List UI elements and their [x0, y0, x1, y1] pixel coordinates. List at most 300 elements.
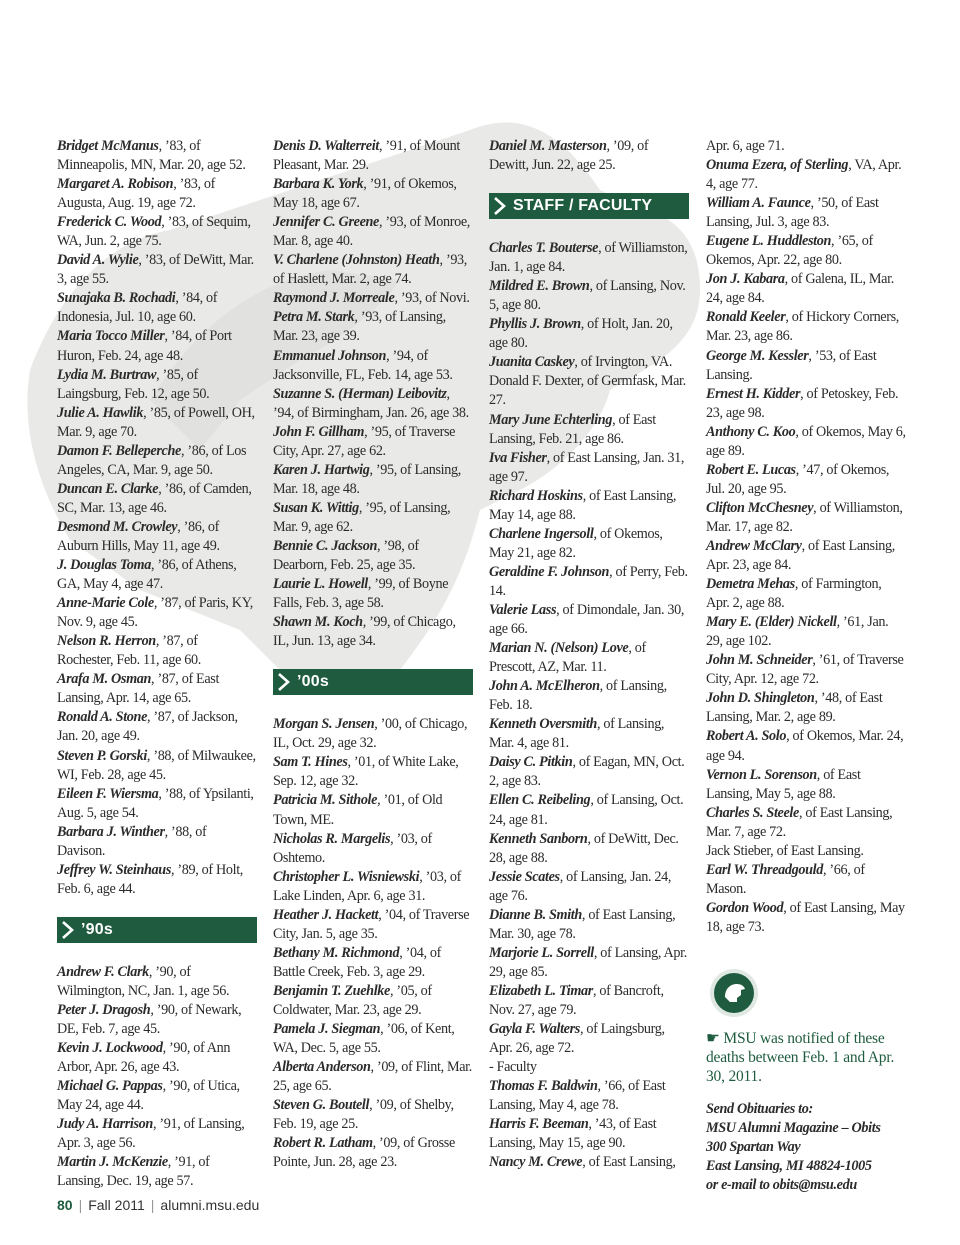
obituary-column-2: [273, 137, 473, 1172]
obituary-entry: [57, 251, 257, 289]
obituary-entry: [489, 277, 689, 315]
obituary-entry: [273, 175, 473, 213]
obituary-details: , ’84, of Indonesia, Jul. 10, age 60.: [57, 290, 218, 326]
decedent-name: Duncan E. Clarke: [57, 480, 159, 497]
obituary-details: , ’99, of Chicago, IL, Jun. 13, age 34.: [273, 614, 456, 650]
decedent-name: Karen J. Hartwig: [273, 461, 370, 478]
obituary-details: , ’88, of Ypsilanti, Aug. 5, age 54.: [57, 785, 254, 821]
obituary-entry: [57, 556, 257, 594]
obituary-entry: [273, 1058, 473, 1096]
obituary-column-4: [706, 137, 906, 1195]
obituary-entry: [706, 385, 906, 423]
obituary-entry: [57, 366, 257, 404]
obituary-entry: [57, 1115, 257, 1153]
obituary-details: , of Galena, IL, Mar. 24, age 84.: [706, 271, 894, 307]
decedent-name: Dianne B. Smith: [489, 906, 582, 923]
obituary-entry: [489, 1153, 689, 1172]
obituary-details: , of Petoskey, Feb. 23, age 98.: [706, 385, 899, 421]
obituary-entry: [489, 715, 689, 753]
obituary-entry: [706, 347, 906, 385]
obituary-details: , ’01, of Old Town, ME.: [273, 792, 443, 828]
obituary-entry: [57, 327, 257, 365]
chevron-icon-wrap: [61, 920, 75, 940]
obituary-entry: [706, 461, 906, 499]
obituary-entry: [57, 213, 257, 251]
decedent-name: Arafa M. Osman: [57, 671, 152, 688]
obituary-entry: [57, 518, 257, 556]
notification-notice: [706, 1029, 906, 1086]
decedent-name: Sunajaka B. Rochadi: [57, 290, 176, 307]
decedent-name: Morgan S. Jensen: [273, 716, 375, 733]
decedent-name: Raymond J. Morreale: [273, 290, 395, 307]
obituary-entry: [57, 175, 257, 213]
page-number: 80: [57, 1197, 73, 1213]
obituary-details: , of Hickory Corners, Mar. 23, age 86.: [706, 309, 900, 345]
obituary-entry: [273, 753, 473, 791]
decedent-name: Juanita Caskey: [489, 354, 575, 371]
obituary-details: , ’03, of Oshtemo.: [273, 830, 432, 866]
decedent-name: Jeffrey W. Steinhaus: [57, 861, 172, 878]
obituary-entry: [489, 601, 689, 639]
decedent-name: Kevin J. Lockwood: [57, 1040, 163, 1057]
chevron-icon-wrap: [493, 196, 507, 216]
pointing-hand-icon: ☛: [706, 1030, 720, 1048]
decedent-name: Charlene Ingersoll: [489, 525, 594, 542]
decedent-name: David A. Wylie: [57, 252, 139, 269]
obituary-details: , ’09, of Grosse Pointe, Jun. 28, age 23.: [273, 1135, 455, 1171]
obituary-entry: [273, 385, 473, 423]
obituary-details: , VA, Apr. 4, age 77.: [706, 157, 902, 193]
obituary-column-1: [57, 137, 257, 1191]
obituary-details: , ’04, of Traverse City, Jan. 5, age 35.: [273, 906, 470, 942]
decedent-name: Andrew McClary: [706, 537, 802, 554]
decedent-name: Robert A. Solo: [706, 728, 787, 745]
obituary-details: , ’93, of Lansing, Mar. 23, age 39.: [273, 309, 446, 345]
obituary-details: , ’91, of Mount Pleasant, Mar. 29.: [273, 138, 460, 174]
obituary-entry: [706, 689, 906, 727]
obituary-entry: - Faculty: [489, 1059, 537, 1076]
obituary-entry: [57, 480, 257, 518]
obituary-details: , ’86, of Athens, GA, May 4, age 47.: [57, 557, 237, 593]
obituary-entry: [706, 804, 906, 842]
obituary-entry: [706, 537, 906, 575]
obituary-entry: [57, 442, 257, 480]
obituary-entry: [489, 753, 689, 791]
obituary-entry: [273, 613, 473, 651]
obituary-details: , ’94, of Birmingham, Jan. 26, age 38.: [273, 385, 469, 421]
obituary-entry: [57, 861, 257, 899]
chevron-right-icon: [61, 920, 75, 940]
obituary-entry: [489, 1020, 689, 1058]
obituary-entry: [489, 791, 689, 829]
decedent-name: Robert E. Lucas: [706, 461, 796, 478]
decedent-name: Maria Tocco Miller: [57, 328, 165, 345]
obituary-details: , of Okemos, May 6, age 89.: [706, 423, 906, 459]
obituary-entry: [273, 1020, 473, 1058]
notice-text: MSU was notified of these deaths between Feb. 1 and Apr. 30, 2011.: [706, 1030, 895, 1086]
obituary-details: , of Williamston, Mar. 17, age 82.: [706, 499, 903, 535]
obituary-column-3: [489, 137, 689, 1172]
obituary-entry: [489, 315, 689, 353]
obituary-entry: Donald F. Dexter, of Germfask, Mar. 27.: [489, 373, 686, 409]
obituary-entry: [273, 251, 473, 289]
obituary-details: , ’88, of Milwaukee, WI, Feb. 28, age 45.: [57, 747, 256, 783]
decedent-name: Gayla F. Walters: [489, 1021, 580, 1038]
obituary-entry: [57, 823, 257, 861]
obituary-details: , ’84, of Port Huron, Feb. 24, age 48.: [57, 328, 232, 364]
decedent-name: Lydia M. Burtraw: [57, 366, 157, 383]
decedent-name: Jennifer C. Greene: [273, 214, 380, 231]
obituary-details: , ’48, of East Lansing, Mar. 2, age 89.: [706, 690, 883, 726]
obituary-entry: [273, 791, 473, 829]
send-line: East Lansing, MI 48824-1005: [706, 1158, 872, 1175]
obituary-entry: [489, 487, 689, 525]
obituary-entry: [273, 1096, 473, 1134]
decedent-name: Heather J. Hackett: [273, 906, 379, 923]
obituary-details: , of East Lansing, Feb. 21, age 86.: [489, 411, 656, 447]
page-footer: [57, 1197, 259, 1213]
decedent-name: Mary E. (Elder) Nickell: [706, 614, 837, 631]
decedent-name: Harris F. Beeman: [489, 1116, 589, 1133]
obituary-entry: [706, 156, 906, 194]
obituary-entry: [706, 194, 906, 232]
obituary-entry: [706, 727, 906, 765]
decedent-name: Pamela J. Siegman: [273, 1021, 381, 1038]
decedent-name: Eileen F. Wiersma: [57, 785, 159, 802]
section-heading: [273, 669, 473, 695]
obituary-details: , ’90, of Ann Arbor, Apr. 26, age 43.: [57, 1040, 231, 1076]
footer-divider: |: [78, 1197, 83, 1213]
decedent-name: Phyllis J. Brown: [489, 316, 581, 333]
send-obituaries-address: [706, 1100, 906, 1195]
decedent-name: Richard Hoskins: [489, 487, 583, 504]
obituary-details: , ’95, of Lansing, Mar. 18, age 48.: [273, 461, 461, 497]
obituary-details: , ’93, of Haslett, Mar. 2, age 74.: [273, 252, 467, 288]
obituary-entry: [57, 785, 257, 823]
decedent-name: Kenneth Oversmith: [489, 716, 597, 733]
decedent-name: Barbara K. York: [273, 176, 364, 193]
chevron-right-icon: [277, 672, 291, 692]
obituary-details: , of Eagan, MN, Oct. 2, age 83.: [489, 754, 685, 790]
send-line: or e-mail to obits@msu.edu: [706, 1177, 857, 1194]
obituary-entry: [489, 353, 689, 372]
obituary-details: , ’00, of Chicago, IL, Oct. 29, age 32.: [273, 716, 468, 752]
obituary-entry: [57, 594, 257, 632]
decedent-name: Eugene L. Huddleston: [706, 233, 832, 250]
decedent-name: Marian N. (Nelson) Love: [489, 640, 629, 657]
obituary-details: , of Okemos, May 21, age 82.: [489, 525, 663, 561]
decedent-name: Robert R. Latham: [273, 1135, 373, 1152]
decedent-name: Peter J. Dragosh: [57, 1001, 151, 1018]
obituary-details: , of Perry, Feb. 14.: [489, 563, 688, 599]
chevron-icon-wrap: [277, 672, 291, 692]
decedent-name: Barbara J. Winther: [57, 823, 165, 840]
decedent-name: Daisy C. Pitkin: [489, 754, 573, 771]
obituary-details: , of East Lansing, May 18, age 73.: [706, 899, 905, 935]
decedent-name: Ronald A. Stone: [57, 709, 148, 726]
obituary-entry: [489, 1077, 689, 1115]
obituary-entry: [273, 423, 473, 461]
obituary-list: [706, 137, 906, 937]
obituary-entry: [57, 1001, 257, 1039]
obituary-details: , ’86, of Los Angeles, CA, Mar. 9, age 50.: [57, 442, 247, 478]
decedent-name: Ellen C. Reibeling: [489, 792, 591, 809]
obituary-details: , ’03, of Lake Linden, Apr. 6, age 31.: [273, 868, 461, 904]
obituary-details: , ’83, of Augusta, Aug. 19, age 72.: [57, 176, 215, 212]
obituary-entry: [706, 308, 906, 346]
obituary-details: , of East Lansing,: [582, 1154, 676, 1171]
obituary-entry: Apr. 6, age 71.: [706, 138, 785, 154]
obituary-entry: [273, 715, 473, 753]
obituary-details: , ’83, of Sequim, WA, Jun. 2, age 75.: [57, 214, 251, 250]
footer-divider: |: [150, 1197, 155, 1213]
obituary-entry: [489, 830, 689, 868]
decedent-name: Steven G. Boutell: [273, 1097, 370, 1114]
decedent-name: Nicholas R. Margelis: [273, 830, 391, 847]
obituary-details: , ’93, of Novi.: [394, 290, 470, 307]
decedent-name: Ernest H. Kidder: [706, 385, 801, 402]
obituary-entry: [57, 404, 257, 442]
obituary-details: , ’66, of Mason.: [706, 861, 865, 897]
decedent-name: Julie A. Hawlik: [57, 404, 144, 421]
decedent-name: Laurie L. Howell: [273, 576, 368, 593]
obituary-entry: [57, 1153, 257, 1191]
decedent-name: Nelson R. Herron: [57, 633, 156, 650]
obituary-details: , ’93, of Monroe, Mar. 8, age 40.: [273, 214, 470, 250]
obituary-details: , ’91, of Lansing, Apr. 3, age 56.: [57, 1116, 245, 1152]
decedent-name: Elizabeth L. Timar: [489, 982, 593, 999]
obituary-details: , ’09, of Flint, Mar. 25, age 65.: [273, 1059, 472, 1095]
obituary-entry: [273, 830, 473, 868]
obituary-entry: [273, 1134, 473, 1172]
obituary-details: , ’61, Jan. 29, age 102.: [706, 614, 889, 650]
decedent-name: Earl W. Threadgould: [706, 861, 823, 878]
obituary-details: , ’04, of Battle Creek, Feb. 3, age 29.: [273, 944, 441, 980]
obituary-entry: [706, 766, 906, 804]
obituary-details: , ’01, of White Lake, Sep. 12, age 32.: [273, 754, 459, 790]
decedent-name: Petra M. Stark: [273, 309, 355, 326]
obituary-details: , of DeWitt, Dec. 28, age 88.: [489, 830, 679, 866]
obituary-details: , of Lansing, Mar. 4, age 81.: [489, 716, 665, 752]
obituary-entry: [706, 232, 906, 270]
section-heading: [489, 193, 689, 219]
section-heading-label: ’00s: [297, 673, 329, 691]
decedent-name: Charles S. Steele: [706, 804, 799, 821]
obituary-details: , ’90, of Wilmington, NC, Jan. 1, age 56.: [57, 963, 230, 999]
obituary-entry: [273, 575, 473, 613]
obituary-details: , ’61, of Traverse City, Apr. 12, age 72.: [706, 652, 904, 688]
send-line: 300 Spartan Way: [706, 1139, 801, 1156]
obituary-entry: [489, 449, 689, 487]
obituary-details: , ’86, of Auburn Hills, May 11, age 49.: [57, 518, 220, 554]
obituary-entry: [273, 944, 473, 982]
obituary-entry: [706, 651, 906, 689]
obituary-entry: [57, 963, 257, 1001]
obituary-details: , of Holt, Jan. 20, age 80.: [489, 316, 673, 352]
obituary-details: , of East Lansing, May 14, age 88.: [489, 487, 677, 523]
obituary-entry: [57, 137, 257, 175]
decedent-name: Desmond M. Crowley: [57, 518, 178, 535]
decedent-name: Bethany M. Richmond: [273, 944, 400, 961]
obituary-details: , of East Lansing, Mar. 7, age 72.: [706, 804, 893, 840]
obituary-details: , ’83, of DeWitt, Mar. 3, age 55.: [57, 252, 254, 288]
obituary-details: , ’91, of Okemos, May 18, age 67.: [273, 176, 457, 212]
decedent-name: Nancy M. Crewe: [489, 1154, 583, 1171]
obituary-details: , ’87, of Paris, KY, Nov. 9, age 45.: [57, 595, 253, 631]
obituary-details: , ’98, of Dearborn, Feb. 25, age 35.: [273, 537, 419, 574]
obituary-entry: [273, 461, 473, 499]
decedent-name: John M. Schneider: [706, 652, 813, 669]
decedent-name: John F. Gillham: [273, 423, 365, 440]
obituary-entry: [706, 861, 906, 899]
obituary-entry: [57, 289, 257, 327]
decedent-name: Valerie Lass: [489, 601, 557, 618]
decedent-name: Anne-Marie Cole: [57, 595, 154, 612]
obituary-entry: [489, 944, 689, 982]
decedent-name: John D. Shingleton: [706, 690, 815, 707]
decedent-name: Christopher L. Wisniewski: [273, 868, 420, 885]
obituary-details: , ’53, of East Lansing.: [706, 347, 877, 383]
obituary-details: , of East Lansing, May 5, age 88.: [706, 766, 861, 802]
obituary-entry: [273, 289, 473, 308]
decedent-name: Jessie Scates: [489, 868, 560, 885]
chevron-right-icon: [493, 196, 507, 216]
decedent-name: Mildred E. Brown: [489, 278, 590, 295]
obituary-entry: [489, 563, 689, 601]
obituary-entry: [489, 982, 689, 1020]
obituary-entry: [273, 213, 473, 251]
obituary-entry: [273, 537, 473, 575]
decedent-name: Damon F. Belleperche: [57, 442, 181, 459]
obituary-entry: [706, 899, 906, 937]
obituary-details: , ’95, of Lansing, Mar. 9, age 62.: [273, 499, 451, 535]
obituary-entry: [57, 632, 257, 670]
obituary-details: , ’50, of East Lansing, Jul. 3, age 83.: [706, 195, 879, 231]
obituary-details: , ’87, of East Lansing, Apr. 14, age 65.: [57, 671, 220, 707]
obituary-details: , of Bancroft, Nov. 27, age 79.: [489, 982, 664, 1018]
decedent-name: George M. Kessler: [706, 347, 809, 364]
decedent-name: Andrew F. Clark: [57, 963, 149, 980]
obituary-entry: [57, 670, 257, 708]
obituary-entry: [273, 906, 473, 944]
decedent-name: Bennie C. Jackson: [273, 537, 378, 554]
decedent-name: Geraldine F. Johnson: [489, 563, 610, 580]
decedent-name: Marjorie L. Sorrell: [489, 944, 594, 961]
section-heading: [57, 917, 257, 943]
obituary-details: , ’88, of Davison.: [57, 823, 207, 859]
decedent-name: Thomas F. Baldwin: [489, 1078, 598, 1095]
obituary-details: , of East Lansing, Apr. 23, age 84.: [706, 537, 895, 574]
decedent-name: Judy A. Harrison: [57, 1116, 153, 1133]
decedent-name: J. Douglas Toma: [57, 557, 151, 574]
obituary-details: , ’83, of Minneapolis, MN, Mar. 20, age 52.: [57, 138, 246, 174]
decedent-name: Vernon L. Sorenson: [706, 766, 817, 783]
decedent-name: Emmanuel Johnson: [273, 347, 387, 364]
decedent-name: Ronald Keeler: [706, 309, 786, 326]
obituary-details: , ’66, of East Lansing, May 4, age 78.: [489, 1078, 666, 1114]
obituary-entry: [489, 639, 689, 677]
obituary-entry: [57, 1077, 257, 1115]
obituary-details: , of East Lansing, Mar. 30, age 78.: [489, 906, 676, 942]
obituary-details: , ’86, of Camden, SC, Mar. 13, age 46.: [57, 480, 252, 516]
decedent-name: Martin J. McKenzie: [57, 1154, 168, 1171]
obituary-entry: [706, 270, 906, 308]
decedent-name: Charles T. Bouterse: [489, 240, 599, 257]
obituary-details: , of Lansing, Nov. 5, age 80.: [489, 278, 686, 314]
decedent-name: Onuma Ezera, of Sterling: [706, 157, 849, 174]
send-line: Send Obituaries to:: [706, 1101, 813, 1118]
decedent-name: Bridget McManus: [57, 138, 159, 154]
obituary-entry: [273, 499, 473, 537]
obituary-details: , of Irvington, VA.: [574, 354, 673, 371]
section-heading-label: ’90s: [81, 920, 113, 938]
section-heading-label: STAFF / FACULTY: [513, 197, 653, 215]
obituary-details: , ’47, of Okemos, Jul. 20, age 95.: [706, 461, 890, 497]
decedent-name: William A. Faunce: [706, 195, 811, 212]
decedent-name: Patricia M. Sithole: [273, 792, 378, 809]
obituary-details: , ’65, of Okemos, Apr. 22, age 80.: [706, 233, 873, 269]
obituary-details: , of East Lansing, Jan. 31, age 97.: [489, 449, 685, 485]
obituary-entry: [489, 677, 689, 715]
obituary-details: , ’89, of Holt, Feb. 6, age 44.: [57, 861, 244, 897]
decedent-name: Suzanne S. (Herman) Leibovitz: [273, 385, 447, 402]
send-line: MSU Alumni Magazine – Obits: [706, 1120, 881, 1137]
obituary-details: , ’87, of Rochester, Feb. 11, age 60.: [57, 633, 201, 669]
obituary-entry: [706, 613, 906, 651]
decedent-name: John A. McElheron: [489, 678, 600, 695]
obituary-details: , ’09, of Shelby, Feb. 19, age 25.: [273, 1097, 454, 1133]
decedent-name: Gordon Wood: [706, 899, 784, 916]
obituary-details: , of Lansing, Oct. 24, age 81.: [489, 792, 684, 828]
obituary-details: , ’05, of Coldwater, Mar. 23, age 29.: [273, 982, 432, 1018]
obituary-details: , of Lansing, Jan. 24, age 76.: [489, 868, 672, 904]
decedent-name: Michael G. Pappas: [57, 1078, 163, 1095]
obituary-details: , ’06, of Kent, WA, Dec. 5, age 55.: [273, 1021, 455, 1057]
obituary-entry: [273, 308, 473, 346]
decedent-name: Shawn M. Koch: [273, 614, 363, 631]
obituary-entry: [273, 868, 473, 906]
obituary-details: , ’85, of Laingsburg, Feb. 12, age 50.: [57, 366, 210, 402]
obituary-details: , ’90, of Utica, May 24, age 44.: [57, 1078, 240, 1114]
obituary-details: , ’09, of Dewitt, Jun. 22, age 25.: [489, 138, 649, 174]
obituary-entry: Jack Stieber, of East Lansing.: [706, 842, 864, 859]
obituary-details: , of Williamston, Jan. 1, age 84.: [489, 240, 688, 276]
issue-label: Fall 2011: [88, 1197, 145, 1213]
obituary-entry: [489, 906, 689, 944]
site-url: alumni.msu.edu: [160, 1197, 260, 1213]
obituary-entry: [489, 137, 689, 175]
obituary-entry: [489, 525, 689, 563]
obituary-details: , of Prescott, AZ, Mar. 11.: [489, 640, 646, 676]
obituary-details: , of Lansing, Feb. 18.: [489, 678, 667, 714]
decedent-name: Jon J. Kabara: [706, 271, 785, 288]
obituary-entry: [706, 423, 906, 461]
decedent-name: Alberta Anderson: [273, 1059, 371, 1076]
msu-spartan-logo: [708, 967, 760, 1019]
decedent-name: Susan K. Wittig: [273, 499, 359, 516]
obituary-entry: [489, 868, 689, 906]
obituary-entry: [57, 1039, 257, 1077]
obituary-details: , ’99, of Boyne Falls, Feb. 3, age 58.: [273, 576, 449, 612]
decedent-name: Kenneth Sanborn: [489, 830, 588, 847]
decedent-name: V. Charlene (Johnston) Heath: [273, 252, 440, 269]
decedent-name: Mary June Echterling: [489, 411, 613, 428]
obituary-entry: [489, 1115, 689, 1153]
obituary-details: , ’91, of Lansing, Dec. 19, age 57.: [57, 1154, 210, 1190]
obituary-details: , of Farmington, Apr. 2, age 88.: [706, 576, 882, 612]
decedent-name: Benjamin T. Zuehlke: [273, 982, 390, 999]
decedent-name: Iva Fisher: [489, 449, 547, 466]
